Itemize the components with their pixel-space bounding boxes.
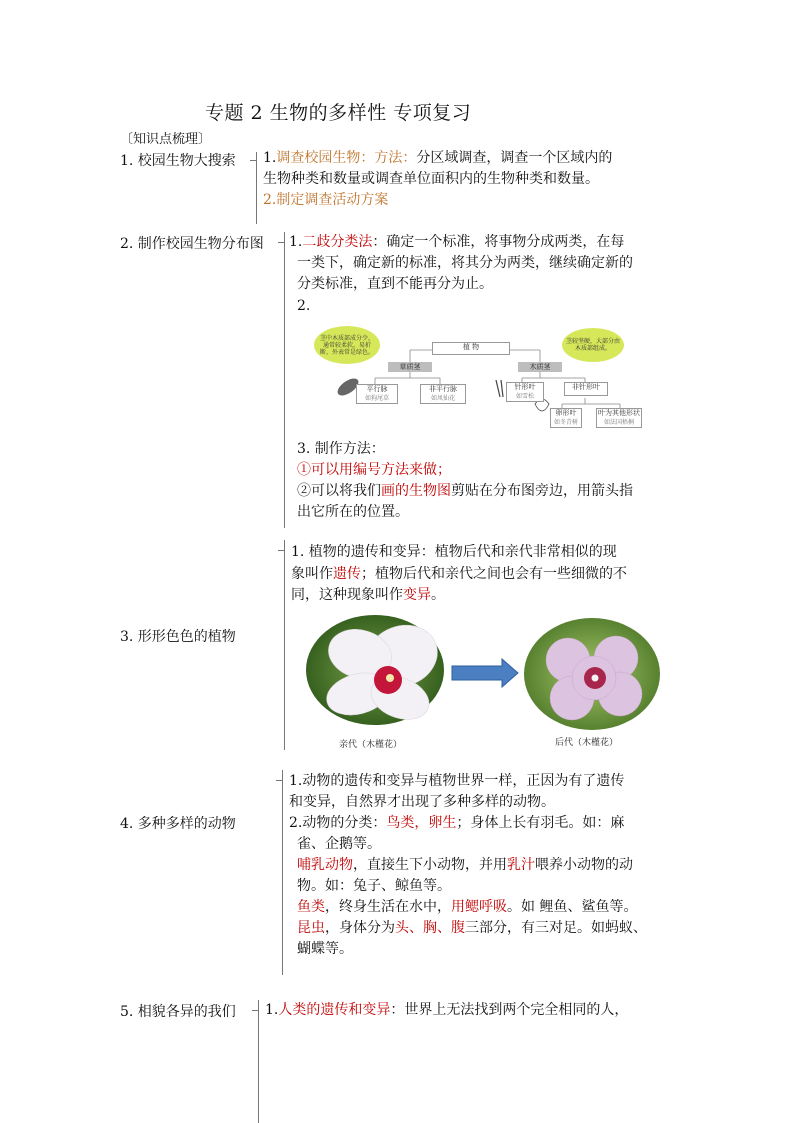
node-nonparallel: 非平行脉 如凤仙花: [420, 384, 466, 404]
bubble-woody: 茎较坚硬，大部分由木质部组成。: [562, 328, 624, 362]
s2-line2: 一类下，确定新的标准，将其分为两类，继续确定新的: [297, 255, 633, 271]
brace-1: [256, 152, 257, 224]
s2-method1: ①可以用编号方法来做；: [297, 462, 451, 478]
needle-leaf-icon: [496, 380, 503, 397]
s4-mammals: 哺乳动物，直接生下小动物，并用乳汁喂养小动物的动: [297, 857, 633, 873]
s4-insects: 昆虫，身体分为头、胸、腹三部分，有三对足。如蚂蚁、: [297, 920, 647, 936]
caption-offspring: 后代（木槿花）: [555, 738, 619, 748]
brace-tick: [250, 160, 257, 161]
s1-line3: 2.制定调查活动方案: [263, 192, 389, 208]
s2-line4: 2.: [297, 298, 311, 314]
s3-line3: 同，这种现象叫作变异。: [291, 587, 445, 603]
flower-images: [300, 612, 670, 732]
brace-tick: [276, 780, 283, 781]
node-ovate: 卵形叶 如冬青树: [550, 408, 582, 428]
classification-diagram: [300, 322, 640, 432]
node-herbaceous: 草质茎: [388, 362, 432, 372]
s1-line2: 生物种类和数量或调查单位面积内的生物种类和数量。: [263, 171, 599, 187]
topic-2: 2. 制作校园生物分布图: [120, 236, 264, 252]
topic-3: 3. 形形色色的植物: [120, 629, 236, 645]
s4-birds: 2.动物的分类：鸟类，卵生；身体上长有羽毛。如：麻: [289, 815, 625, 831]
node-needle: 针形叶 如雪松: [506, 382, 544, 402]
s2-line3: 分类标准，直到不能再分为止。: [297, 276, 493, 292]
s2-method2: ②可以将我们画的生物图剪贴在分布图旁边，用箭头指: [297, 483, 633, 499]
brace-3: [284, 540, 285, 750]
s4-fish: 鱼类，终身生活在水中，用鳃呼吸。如 鲤鱼、鲨鱼等。: [297, 899, 638, 915]
parent-flower-image: [306, 615, 446, 727]
section-tag: 〔知识点梳理〕: [120, 132, 212, 147]
brace-tick: [252, 1010, 259, 1011]
s1-line1: 1.调查校园生物：方法：分区域调查，调查一个区域内的: [263, 150, 613, 166]
page-title: 专题 2 生物的多样性 专项复习: [205, 102, 472, 124]
brace-5: [258, 1000, 259, 1123]
brace-2: [284, 232, 285, 528]
caption-parent: 亲代（木槿花）: [339, 740, 403, 750]
brace-4: [282, 770, 283, 975]
s5-line1: 1.人类的遗传和变异：世界上无法找到两个完全相同的人，: [265, 1002, 629, 1018]
node-plant: 植 物: [432, 342, 510, 355]
topic-1: 1. 校园生物大搜索: [120, 153, 236, 169]
s2-method-title: 3. 制作方法：: [297, 441, 385, 457]
bubble-herbaceous: 茎中木质部成分少，通常较柔软，易折断、外表常是绿色。: [314, 326, 380, 364]
s4-mammals-cont: 物。如：兔子、鲸鱼等。: [297, 878, 451, 894]
brace-tick: [278, 242, 285, 243]
node-nonneedle: 非针形叶: [564, 382, 608, 396]
node-woody: 木质茎: [518, 362, 562, 372]
offspring-flower-image: [524, 618, 660, 730]
brace-tick: [278, 550, 285, 551]
s4-insects-cont: 蝴蝶等。: [297, 941, 353, 957]
s2-method2b: 出它所在的位置。: [297, 504, 409, 520]
arrow-icon: [452, 659, 518, 687]
s4-line1: 1.动物的遗传和变异与植物世界一样，正因为有了遗传: [289, 773, 625, 789]
node-other-shape: 叶为其他形状 如法国梧桐: [598, 409, 640, 426]
s3-line2: 象叫作遗传；植物后代和亲代之间也会有一些细微的不: [291, 566, 627, 582]
s2-line1: 1.二歧分类法：确定一个标准，将事物分成两类，在每: [289, 234, 625, 250]
topic-5: 5. 相貌各异的我们: [120, 1004, 236, 1020]
topic-4: 4. 多种多样的动物: [120, 816, 236, 832]
s4-birds-cont: 雀、企鹅等。: [297, 836, 381, 852]
s4-line2: 和变异，自然界才出现了多种多样的动物。: [289, 794, 555, 810]
s3-line1: 1. 植物的遗传和变异：植物后代和亲代非常相似的现: [291, 544, 617, 560]
node-parallel: 平行脉 如狗尾草: [356, 384, 398, 404]
